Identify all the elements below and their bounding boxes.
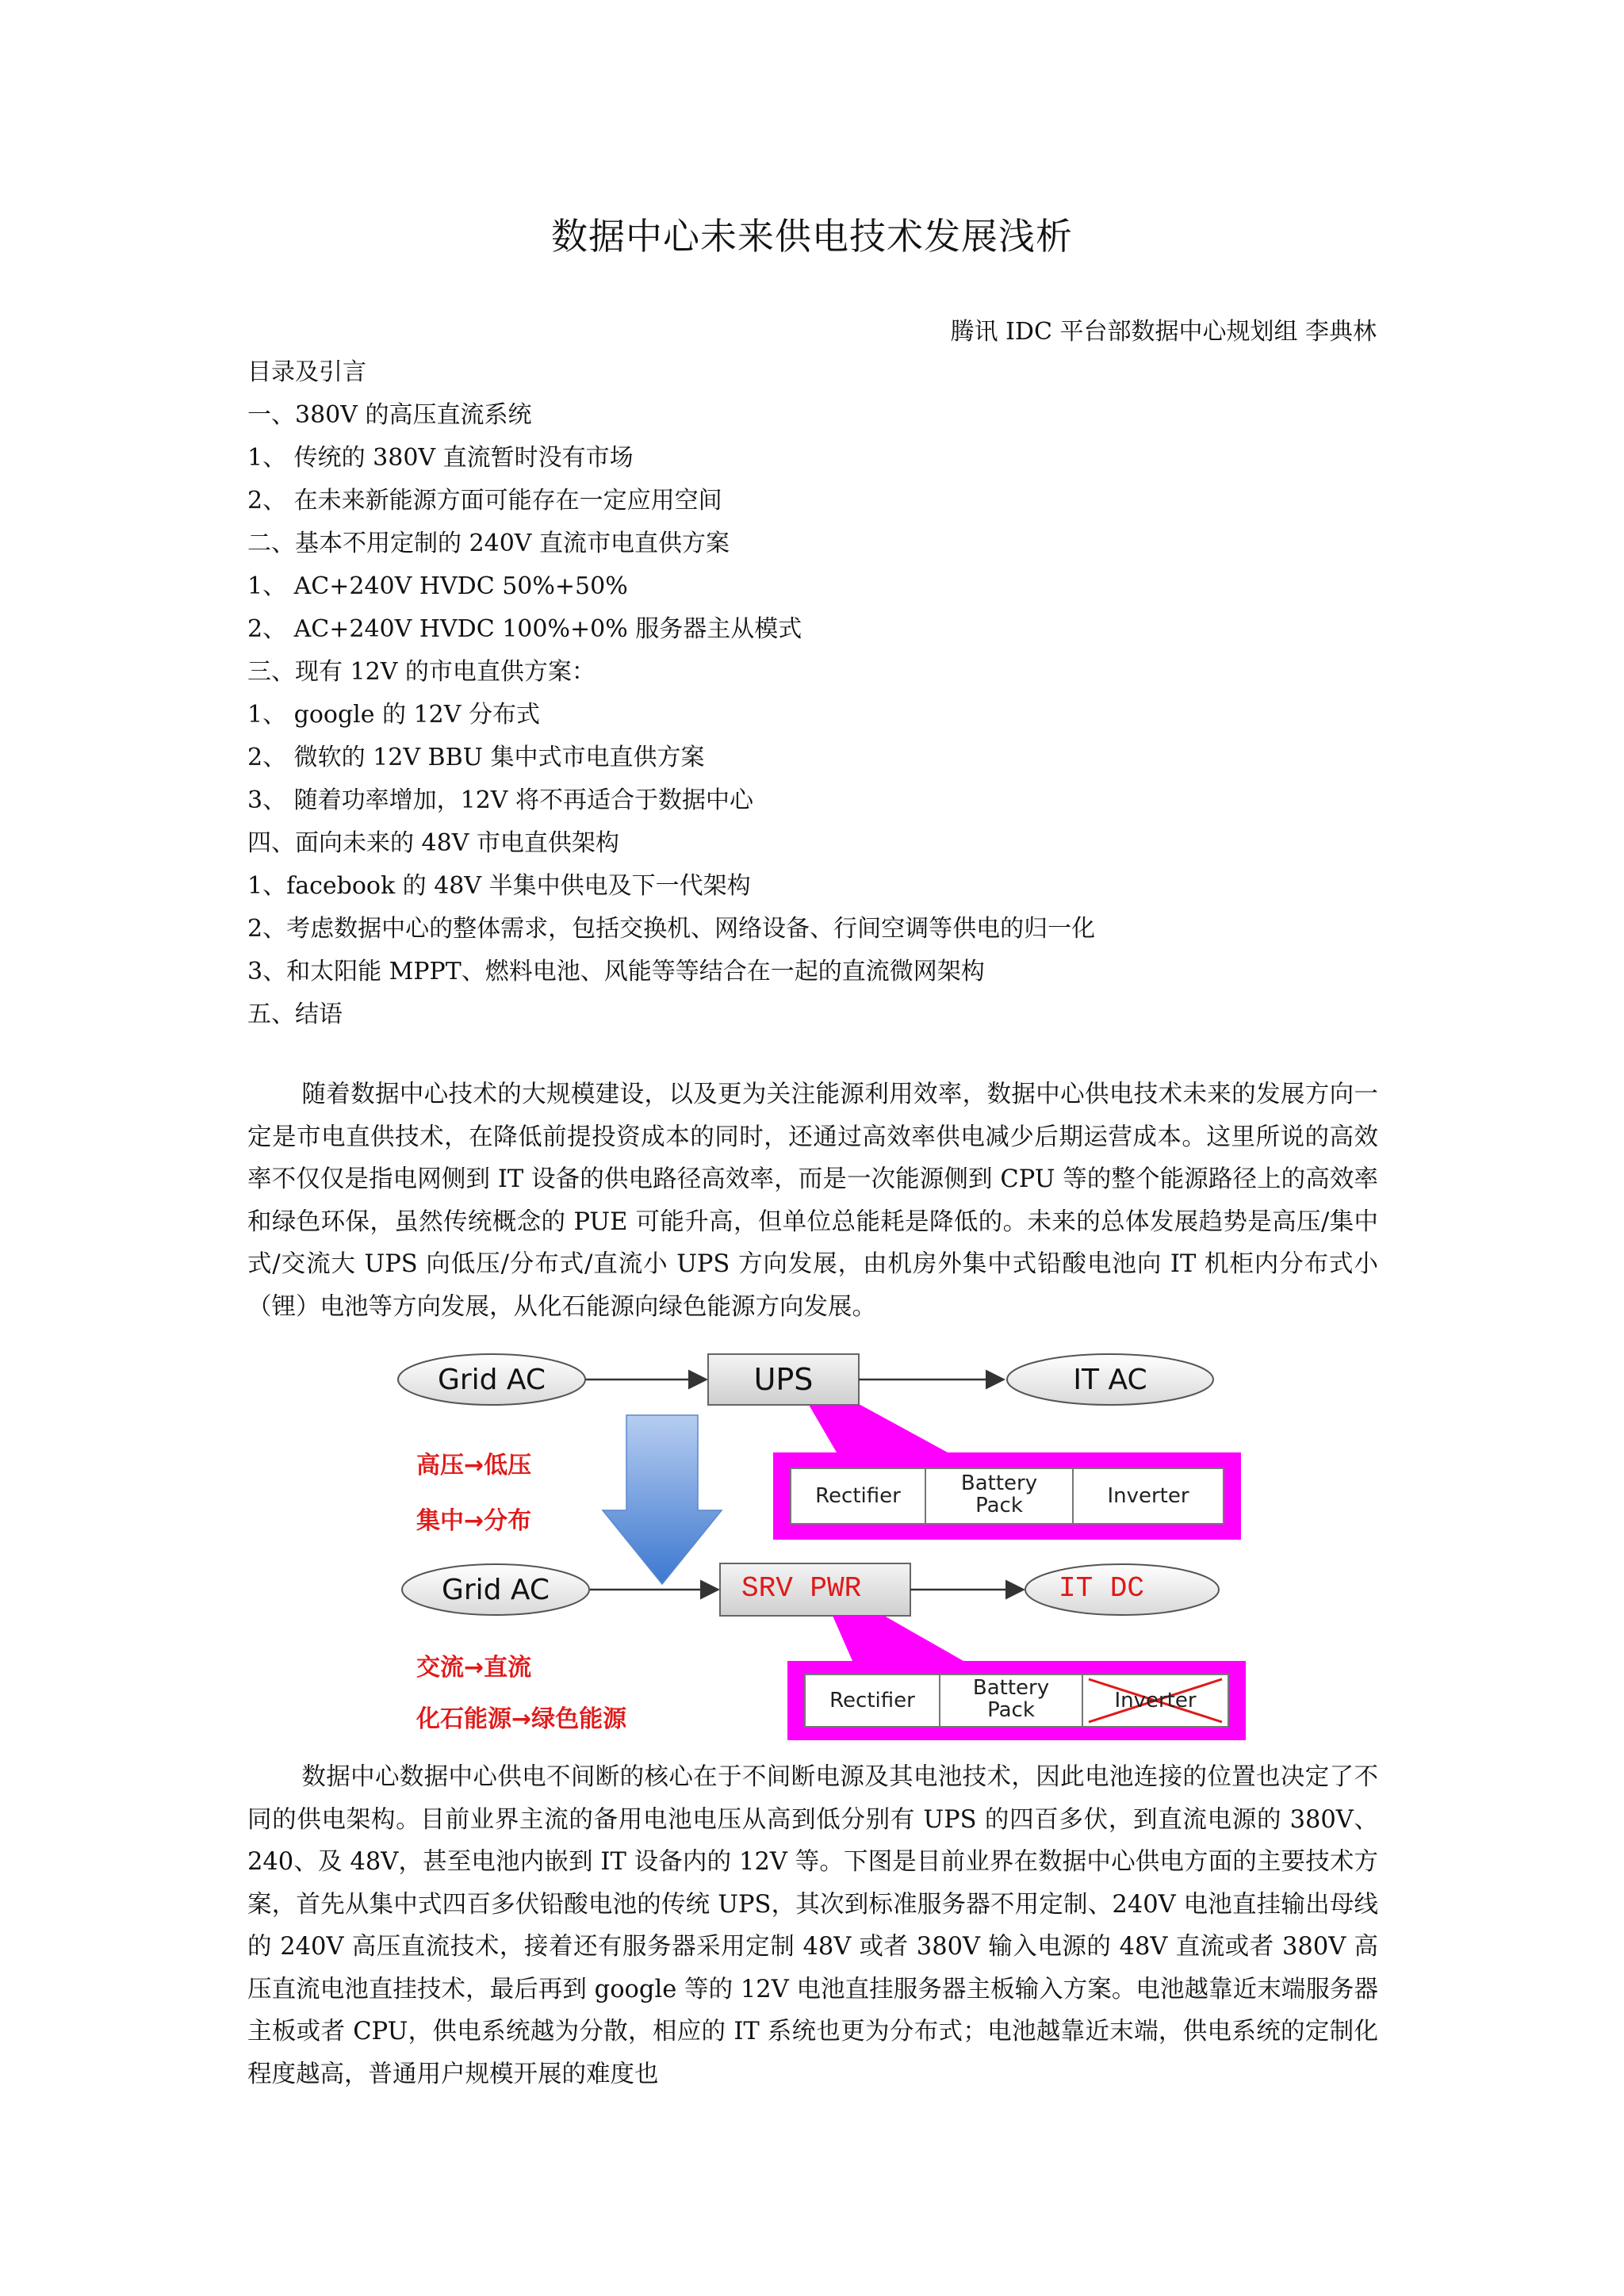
toc-line: 1、facebook 的 48V 半集中供电及下一代架构 bbox=[247, 872, 751, 900]
battery-cell-top-line1: Battery bbox=[960, 1471, 1038, 1495]
it-dc-label: IT DC bbox=[1059, 1572, 1145, 1605]
rectifier-cell-top: Rectifier bbox=[815, 1484, 901, 1508]
battery-cell-top-line2: Pack bbox=[975, 1494, 1023, 1517]
change-label-voltage: 高压→低压 bbox=[416, 1452, 532, 1479]
toc-line: 2、 微软的 12V BBU 集中式市电直供方案 bbox=[247, 744, 705, 771]
toc-line: 目录及引言 bbox=[247, 358, 366, 386]
change-label-current: 交流→直流 bbox=[416, 1654, 532, 1682]
grid-ac-label-top: Grid AC bbox=[437, 1364, 546, 1396]
body-paragraph bbox=[247, 1756, 1378, 2095]
battery-cell-bottom-line2: Pack bbox=[987, 1698, 1035, 1722]
it-ac-label: IT AC bbox=[1073, 1364, 1147, 1396]
inverter-cell-bottom: Inverter bbox=[1114, 1689, 1197, 1712]
paragraph-text: 数据中心数据中心供电不间断的核心在于不间断电源及其电池技术，因此电池连接的位置也决定了不同的供电架构。目前业界主流的备用电池电压从高到低分别有 UPS 的四百多伏，到直流电源的 380V、240、及 48V，甚至电池内嵌到 IT 设备内的 12V 等。下图是目前业界在数据中心供电方面的主要技术方案，首先从集中式四百多伏铅酸电池的传统 UPS，其次到标准服务器不用定制、240V 电池直挂输出母线的 240V 高压直流技术，接着还有服务器采用定制 48V 或者 380V 输入电源的 48V 直流或者 380V 高压直流电池直挂技术，最后再到 google 等的 12V 电池直挂服务器主板输入方案。电池越靠近末端服务器主板或者 CPU，供电系统越为分散，相应的 IT 系统也更为分布式；电池越靠近末端，供电系统的定制化程度越高，普通用户规模开展的难度也 bbox=[247, 1763, 1378, 2088]
down-arrow-shape bbox=[603, 1415, 722, 1584]
toc-line: 一、380V 的高压直流系统 bbox=[247, 401, 532, 429]
body-paragraph bbox=[247, 1073, 1378, 1328]
toc-line: 1、 google 的 12V 分布式 bbox=[247, 701, 540, 729]
toc-line: 2、 AC+240V HVDC 100%+0% 服务器主从模式 bbox=[247, 615, 802, 643]
toc-line: 3、 随着功率增加，12V 将不再适合于数据中心 bbox=[247, 786, 753, 814]
toc-line: 2、 在未来新能源方面可能存在一定应用空间 bbox=[247, 487, 722, 515]
toc-line: 1、 AC+240V HVDC 50%+50% bbox=[247, 572, 628, 600]
table-of-contents bbox=[247, 351, 1381, 1036]
callout-pointer-bottom bbox=[833, 1616, 963, 1661]
power-architecture-diagram bbox=[393, 1348, 1265, 1740]
toc-line: 二、基本不用定制的 240V 直流市电直供方案 bbox=[247, 530, 730, 557]
paragraph-text: 随着数据中心技术的大规模建设，以及更为关注能源利用效率，数据中心供电技术未来的发展方向一定是市电直供技术，在降低前提投资成本的同时，还通过高效率供电减少后期运营成本。这里所说的高效率不仅仅是指电网侧到 IT 设备的供电路径高效率，而是一次能源侧到 CPU 等的整个能源路径上的高效率和绿色环保，虽然传统概念的 PUE 可能升高，但单位总能耗是降低的。未来的总体发展趋势是高压/集中式/交流大 UPS 向低压/分布式/直流小 UPS 方向发展，由机房外集中式铅酸电池向 IT 机柜内分布式小（锂）电池等方向发展，从化石能源向绿色能源方向发展。 bbox=[247, 1081, 1378, 1321]
toc-line: 三、现有 12V 的市电直供方案： bbox=[247, 658, 596, 686]
toc-line: 2、考虑数据中心的整体需求，包括交换机、网络设备、行间空调等供电的归一化 bbox=[247, 915, 1096, 943]
change-label-energy: 化石能源→绿色能源 bbox=[416, 1705, 627, 1733]
toc-line: 四、面向未来的 48V 市电直供架构 bbox=[247, 829, 619, 857]
toc-line: 五、结语 bbox=[247, 1001, 343, 1028]
toc-line: 1、 传统的 380V 直流暂时没有市场 bbox=[247, 444, 634, 472]
srv-pwr-label: SRV PWR bbox=[741, 1572, 862, 1605]
callout-pointer-top bbox=[809, 1405, 948, 1452]
rectifier-cell-bottom: Rectifier bbox=[829, 1689, 915, 1712]
battery-cell-bottom-line1: Battery bbox=[972, 1676, 1050, 1700]
author-line: 腾讯 IDC 平台部数据中心规划组 李典林 bbox=[950, 318, 1377, 346]
toc-line: 3、和太阳能 MPPT、燃料电池、风能等等结合在一起的直流微网架构 bbox=[247, 958, 985, 985]
grid-ac-label-bottom: Grid AC bbox=[441, 1574, 550, 1606]
ups-label: UPS bbox=[753, 1362, 814, 1397]
change-label-distribution: 集中→分布 bbox=[416, 1507, 532, 1535]
document-title: 数据中心未来供电技术发展浅析 bbox=[551, 215, 1073, 258]
inverter-cell-top: Inverter bbox=[1107, 1484, 1189, 1508]
